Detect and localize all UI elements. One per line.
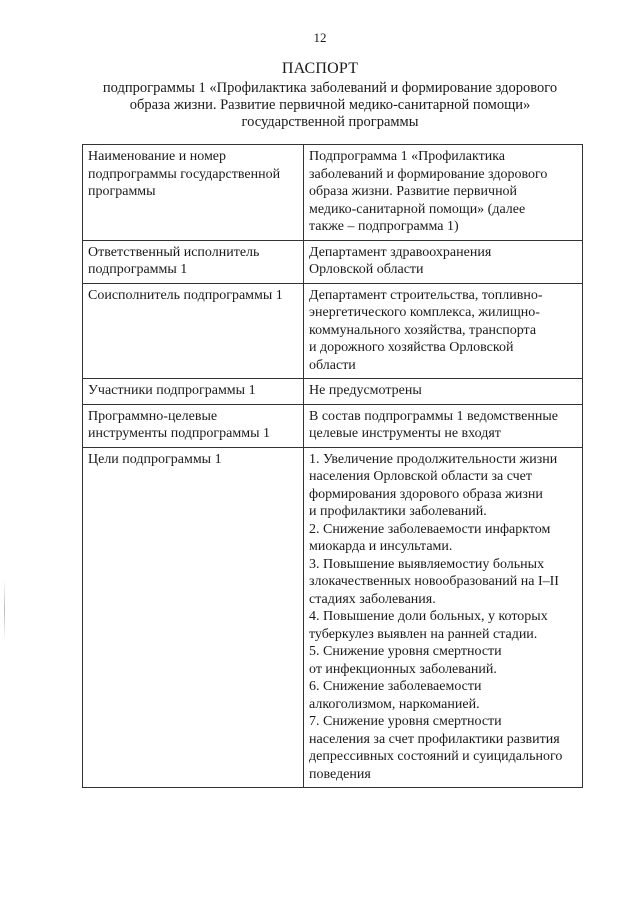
row-value-line: Департамент строительства, топливно- — [309, 287, 543, 303]
row-label-line: инструменты подпрограммы 1 — [88, 426, 270, 441]
row-label-cell — [83, 240, 304, 283]
row-value-line: алкоголизмом, наркоманией. — [309, 696, 480, 712]
row-label-line: Соисполнитель подпрограммы 1 — [88, 287, 283, 303]
row-value-line: миокарда и инсультами. — [309, 539, 453, 554]
row-value-line: стадиях заболевания. — [309, 591, 436, 607]
subtitle-line: подпрограммы 1 «Профилактика заболеваний и формирование здорового — [102, 80, 558, 96]
table-row — [83, 240, 583, 283]
row-value-cell — [304, 240, 583, 283]
table-row — [83, 145, 583, 241]
row-value-line: Не предусмотрены — [309, 383, 422, 398]
row-value-cell — [304, 447, 583, 788]
row-value-line: целевые инструменты не входят — [309, 426, 501, 441]
row-value-line: области — [309, 357, 356, 373]
row-value-line: образа жизни. Развитие первичной — [309, 184, 518, 199]
row-value-line: 2. Снижение заболеваемости инфарктом — [309, 521, 551, 537]
table-row — [83, 447, 583, 788]
row-label-line: подпрограммы 1 — [88, 262, 188, 277]
page-number: 12 — [313, 30, 327, 45]
row-value-line: формирования здорового образа жизни — [309, 486, 543, 502]
row-value-line: заболеваний и формирование здорового — [309, 166, 548, 182]
passport-table-body — [83, 145, 583, 788]
row-label-cell — [83, 404, 304, 447]
scan-artifact — [4, 580, 5, 640]
row-value-line: населения Орловской области за счет — [309, 469, 533, 484]
row-value-line: населения за счет профилактики развития — [309, 731, 560, 747]
row-value-line: Департамент здравоохранения — [309, 244, 492, 260]
passport-table — [82, 144, 583, 788]
document-title: ПАСПОРТ — [281, 60, 359, 77]
row-value-line: и профилактики заболеваний. — [309, 504, 487, 519]
row-value-cell — [304, 283, 583, 379]
row-label-cell — [83, 447, 304, 788]
row-value-line: энергетического комплекса, жилищно- — [309, 305, 540, 320]
row-value-line: коммунального хозяйства, транспорта — [309, 322, 537, 338]
row-label-line: программы — [88, 184, 156, 199]
row-value-line: 4. Повышение доли больных, у которых — [309, 609, 548, 624]
table-row — [83, 379, 583, 405]
row-value-cell — [304, 379, 583, 405]
row-value-line: 1. Увеличение продолжительности жизни — [309, 451, 558, 467]
row-value-line: 3. Повышение выявляемостиу больных — [309, 556, 545, 572]
row-label-cell — [83, 379, 304, 405]
row-value-line: медико-санитарной помощи» (далее — [309, 201, 526, 217]
row-value-line: туберкулез выявлен на ранней стадии. — [309, 626, 538, 642]
row-label-line: Ответственный исполнитель — [88, 244, 260, 260]
row-value-line: от инфекционных заболеваний. — [309, 661, 497, 677]
row-label-cell — [83, 145, 304, 241]
row-label-cell — [83, 283, 304, 379]
row-value-line: 5. Снижение уровня смертности — [309, 644, 502, 659]
row-value-line: злокачественных новообразований на I–II — [309, 574, 559, 589]
row-value-line: Подпрограмма 1 «Профилактика — [309, 149, 506, 164]
document-subtitle — [90, 80, 570, 131]
row-label-line: Цели подпрограммы 1 — [88, 451, 222, 467]
table-row — [83, 283, 583, 379]
row-value-cell — [304, 404, 583, 447]
row-label-line: Участники подпрограммы 1 — [88, 383, 256, 398]
row-value-line: Орловской области — [309, 262, 424, 277]
table-row — [83, 404, 583, 447]
row-value-line: поведения — [309, 766, 371, 782]
subtitle-line: образа жизни. Развитие первичной медико-санитарной помощи» — [129, 97, 531, 113]
row-value-line: также – подпрограмма 1) — [309, 219, 459, 234]
row-value-line: депрессивных состояний и суицидального — [309, 749, 563, 764]
row-label-line: Наименование и номер — [88, 149, 227, 164]
subtitle-line: государственной программы — [241, 114, 419, 130]
row-value-line: и дорожного хозяйства Орловской — [309, 340, 514, 355]
row-value-line: В состав подпрограммы 1 ведомственные — [309, 408, 558, 424]
row-value-line: 6. Снижение заболеваемости — [309, 679, 482, 694]
row-value-line: 7. Снижение уровня смертности — [309, 714, 502, 729]
row-label-line: подпрограммы государственной — [88, 166, 281, 182]
row-value-cell — [304, 145, 583, 241]
row-label-line: Программно-целевые — [88, 408, 218, 424]
